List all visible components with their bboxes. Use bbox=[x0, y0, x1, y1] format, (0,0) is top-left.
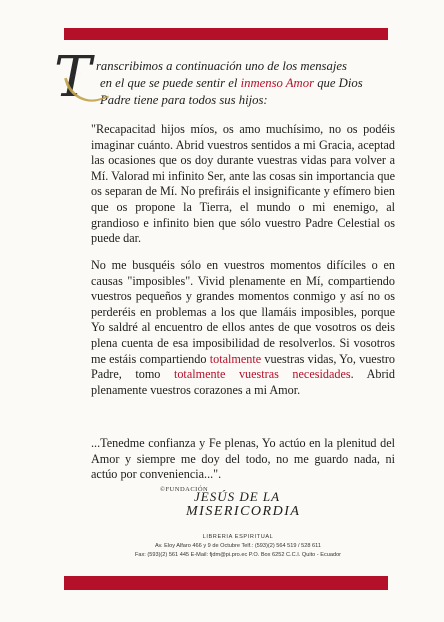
highlight-necesidades: totalmente vuestras necesidades bbox=[173, 367, 351, 382]
intro-line-1: ranscribimos a continuación uno de los mensajes bbox=[96, 59, 347, 73]
intro-line-2 bbox=[70, 75, 390, 92]
paragraph-2-text-c: vuestras vidas, Yo, vuestro Padre, tomo bbox=[91, 351, 396, 382]
top-red-bar bbox=[64, 28, 388, 40]
address-line: Av. Eloy Alfaro 466 y 9 de Octubre Telf.: (593)(2) 564 519 / 528 611 bbox=[155, 543, 321, 549]
bookstore-label: LIBRERIA ESPIRITUAL bbox=[202, 534, 274, 540]
logo-jesus-de-la: JESÚS DE LA bbox=[194, 489, 281, 504]
drop-cap-letter: T bbox=[54, 45, 92, 110]
highlight-totalmente: totalmente bbox=[209, 351, 262, 366]
message-paragraph-3: ...Tenedme confianza y Fe plenas, Yo actúo en la plenitud del Amor y siempre me doy del todo, no me guardo nada, ni actúo por conveniencia...". bbox=[91, 436, 395, 482]
intro-highlight: inmenso Amor bbox=[240, 76, 315, 90]
logo-misericordia: MISERICORDIA bbox=[186, 504, 301, 519]
message-paragraph-2 bbox=[91, 258, 395, 398]
intro-line-2-start: en el que se puede sentir el bbox=[100, 76, 241, 90]
paragraph-2-text-a: No me busquéis sólo en vuestros momentos difíciles o en causas "imposibles". Vivid plenamente en Mí, compartiendo vuestros pequeños y grandes momentos conmigo y así no os perderéis en problemas a los que llamáis imposibles, porque Yo saldré al encuentro de ellos antes de que vosotros os deis plena cuenta de esa imposibilidad de resolverlos. Si vosotros me estáis compartiendo bbox=[91, 258, 395, 366]
intro-line-2-end: que Dios bbox=[314, 76, 363, 90]
paragraph-2-text-e: . Abrid plenamente vuestros corazones a mi Amor. bbox=[91, 367, 395, 397]
intro-line-3: Padre tiene para todos sus hijos: bbox=[100, 93, 268, 107]
contact-line: Fax: (593)(2) 561 445 E-Mail: fjdm@pi.pro.ec P.O. Box 6252 C.C.I. Quito - Ecuador bbox=[134, 552, 342, 558]
foundation-logo bbox=[160, 484, 320, 530]
bottom-red-bar bbox=[64, 576, 388, 590]
logo-fundacion: ©FUNDACIÓN bbox=[160, 486, 209, 493]
intro-text bbox=[54, 45, 390, 110]
message-paragraph-1: "Recapacitad hijos míos, os amo muchísimo, no os podéis imaginar cuánto. Abrid vuestros sentidos a mi Gracia, aceptad las ocasiones que os doy durante vuestras vidas para volver a Mí. Valorad mi infinito Ser, ante las cosas sin importancia que os separan de Mí. No prefiráis el insignificante y efímero bien que os propone la Tierra, el mundo o mi enemigo, al grandioso e infinito bien que sólo vuestro Padre Celestial os puede dar. bbox=[91, 122, 395, 246]
